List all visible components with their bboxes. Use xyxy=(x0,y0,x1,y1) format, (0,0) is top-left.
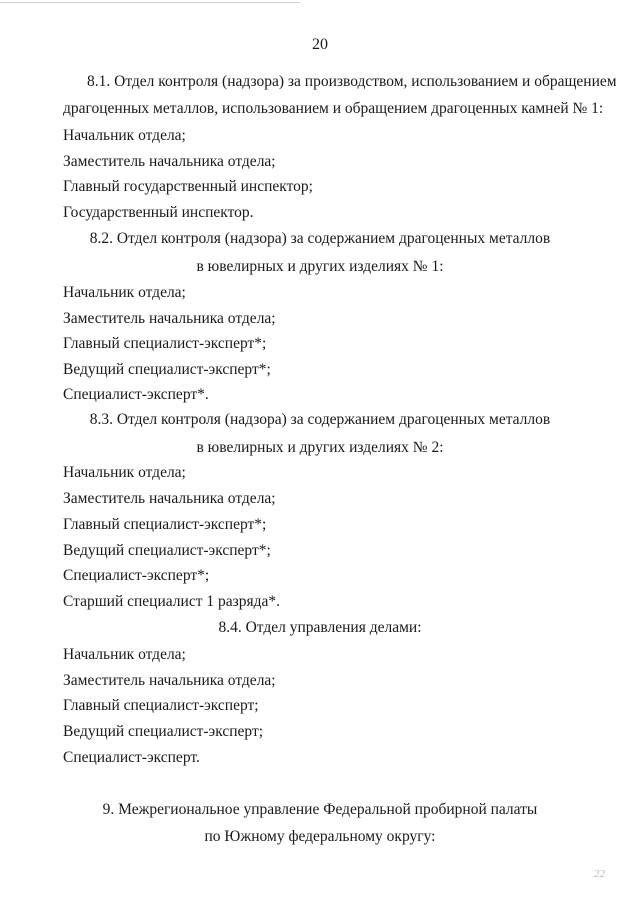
section-9-heading-line-2: по Южному федеральному округу: xyxy=(204,828,436,845)
section-8-2-position: Специалист-эксперт*. xyxy=(63,386,209,403)
section-8-2-position: Заместитель начальника отдела; xyxy=(63,310,276,327)
section-8-4-position: Главный специалист-эксперт; xyxy=(63,697,259,714)
section-8-4-position: Начальник отдела; xyxy=(63,646,186,663)
section-8-4-position: Ведущий специалист-эксперт; xyxy=(63,723,264,740)
corner-mark: 22 xyxy=(594,868,605,880)
section-8-1-position: Начальник отдела; xyxy=(63,127,186,144)
section-9-heading-line-1: 9. Межрегиональное управление Федеральной пробирной палаты xyxy=(102,801,538,818)
section-8-1-heading-line-2: драгоценных металлов, использованием и обращением драгоценных камней № 1: xyxy=(63,100,604,117)
section-8-2-heading-line-2: в ювелирных и других изделиях № 1: xyxy=(196,258,444,275)
section-8-4-position: Специалист-эксперт. xyxy=(63,749,200,766)
section-8-2-heading-line-1: 8.2. Отдел контроля (надзора) за содержанием драгоценных металлов xyxy=(89,230,551,247)
section-8-3-position: Старший специалист 1 разряда*. xyxy=(63,593,280,610)
scan-edge-line xyxy=(0,2,300,3)
section-8-1-position: Государственный инспектор. xyxy=(63,204,254,221)
section-8-2-position: Начальник отдела; xyxy=(63,284,186,301)
section-8-3-position: Главный специалист-эксперт*; xyxy=(63,516,267,533)
section-8-3-heading-line-1: 8.3. Отдел контроля (надзора) за содержанием драгоценных металлов xyxy=(89,411,551,428)
page-number: 20 xyxy=(312,36,328,53)
section-8-3-position: Специалист-эксперт*; xyxy=(63,567,210,584)
section-8-2-position: Главный специалист-эксперт*; xyxy=(63,335,267,352)
section-8-4-position: Заместитель начальника отдела; xyxy=(63,672,276,689)
section-8-3-heading-line-2: в ювелирных и других изделиях № 2: xyxy=(196,439,444,456)
section-8-2-position: Ведущий специалист-эксперт*; xyxy=(63,361,271,378)
section-8-3-position: Заместитель начальника отдела; xyxy=(63,490,276,507)
section-8-1-heading-line-1: 8.1. Отдел контроля (надзора) за производством, использованием и обращением xyxy=(87,73,617,90)
section-8-3-position: Начальник отдела; xyxy=(63,464,186,481)
section-8-4-heading: 8.4. Отдел управления делами: xyxy=(218,619,422,636)
section-8-1-position: Главный государственный инспектор; xyxy=(63,178,313,195)
section-8-1-position: Заместитель начальника отдела; xyxy=(63,153,276,170)
section-8-3-position: Ведущий специалист-эксперт*; xyxy=(63,542,271,559)
